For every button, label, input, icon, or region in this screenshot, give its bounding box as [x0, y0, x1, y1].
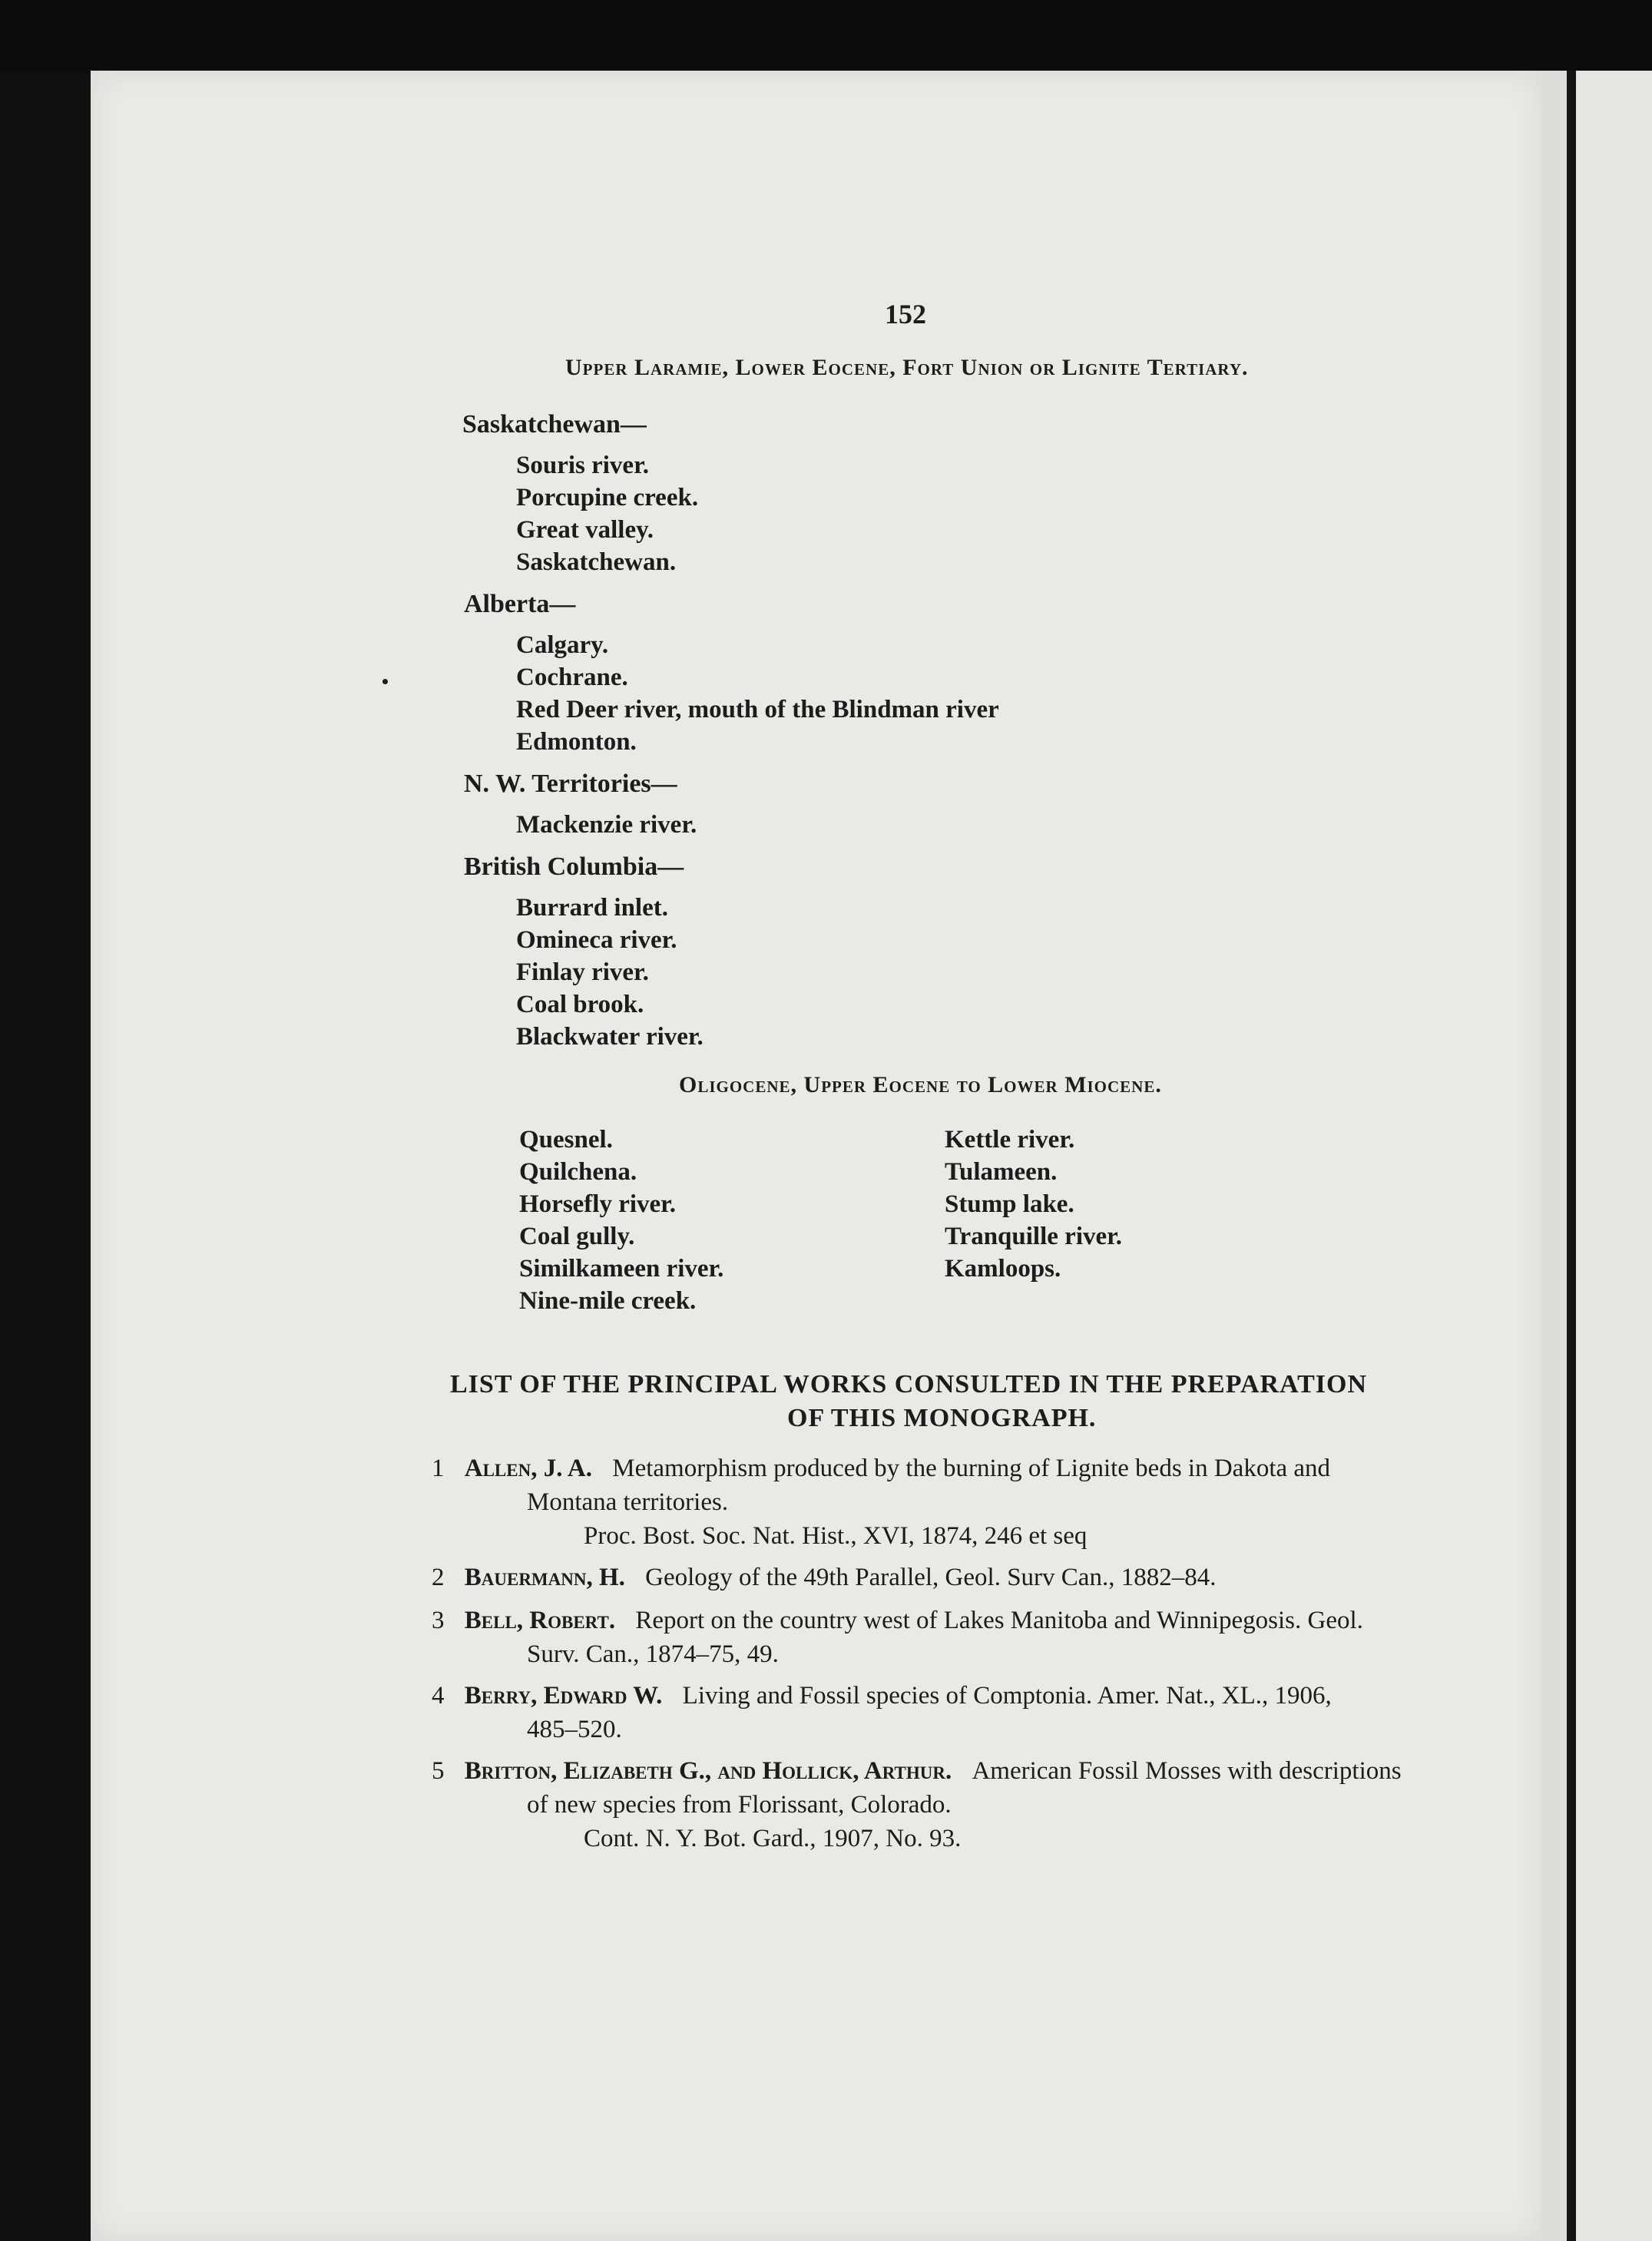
reference-citation: Cont. N. Y. Bot. Gard., 1907, No. 93.	[584, 1825, 962, 1852]
reference-text: Report on the country west of Lakes Manitoba and Winnipegosis. Geol.	[635, 1607, 1363, 1634]
locality-item: Coal brook.	[516, 991, 644, 1018]
works-title-line2: OF THIS MONOGRAPH.	[787, 1404, 1097, 1432]
locality-item: Similkameen river.	[519, 1255, 724, 1283]
locality-item: Nine-mile creek.	[519, 1287, 697, 1315]
locality-item: Tranquille river.	[945, 1223, 1122, 1250]
reference-entry	[432, 1607, 1363, 1635]
region-heading: Saskatchewan—	[462, 410, 647, 439]
reference-text: American Fossil Mosses with descriptions	[972, 1757, 1402, 1785]
locality-item: Porcupine creek.	[516, 484, 699, 511]
locality-item: Red Deer river, mouth of the Blindman river	[516, 696, 999, 723]
adjacent-page-edge	[1576, 71, 1652, 2241]
document-page	[91, 71, 1542, 2241]
locality-item: Coal gully.	[519, 1223, 635, 1250]
locality-item: Saskatchewan.	[516, 548, 677, 576]
locality-item: Kamloops.	[945, 1255, 1061, 1283]
reference-entry	[432, 1682, 1332, 1710]
locality-item: Great valley.	[516, 516, 654, 544]
reference-text: Metamorphism produced by the burning of Lignite beds in Dakota and	[612, 1455, 1331, 1482]
works-title-line1: LIST OF THE PRINCIPAL WORKS CONSULTED IN THE PREPARATION	[450, 1370, 1368, 1399]
locality-item: Cochrane.	[516, 664, 628, 691]
region-heading: Alberta—	[464, 590, 576, 618]
reference-number: 2	[432, 1564, 445, 1591]
locality-item: Blackwater river.	[516, 1023, 704, 1051]
section-heading-laramie: Upper Laramie, Lower Eocene, Fort Union or Lignite Tertiary.	[565, 355, 1249, 380]
locality-item: Quesnel.	[519, 1126, 613, 1154]
reference-number: 4	[432, 1682, 445, 1710]
locality-item: Quilchena.	[519, 1158, 637, 1186]
reference-entry	[432, 1455, 1330, 1483]
reference-continuation: Surv. Can., 1874–75, 49.	[527, 1640, 779, 1668]
reference-continuation: of new species from Florissant, Colorado.	[527, 1791, 952, 1819]
locality-item: Stump lake.	[945, 1190, 1074, 1218]
reference-continuation: Montana territories.	[527, 1488, 729, 1516]
locality-item: Burrard inlet.	[516, 894, 668, 922]
reference-author: Allen, J. A.	[464, 1455, 592, 1482]
locality-item: Finlay river.	[516, 958, 649, 986]
region-heading: British Columbia—	[464, 852, 684, 881]
reference-text: Geology of the 49th Parallel, Geol. Surv Can., 1882–84.	[645, 1564, 1217, 1591]
reference-author: Bell, Robert.	[464, 1607, 616, 1634]
reference-author: Bauermann, H.	[464, 1564, 625, 1591]
scan-top-border	[0, 0, 1652, 73]
locality-item: Omineca river.	[516, 926, 677, 954]
locality-item: Horsefly river.	[519, 1190, 677, 1218]
reference-number: 3	[432, 1607, 445, 1634]
reference-citation: Proc. Bost. Soc. Nat. Hist., XVI, 1874, 246 et seq	[584, 1522, 1088, 1550]
reference-number: 5	[432, 1757, 445, 1785]
reference-text: Living and Fossil species of Comptonia. Amer. Nat., XL., 1906,	[682, 1682, 1332, 1710]
region-heading: N. W. Territories—	[464, 770, 677, 798]
locality-item: Mackenzie river.	[516, 811, 697, 839]
reference-entry	[432, 1564, 1216, 1592]
speck-mark	[382, 679, 388, 684]
page-number: 152	[885, 299, 926, 329]
locality-item: Tulameen.	[945, 1158, 1058, 1186]
locality-item: Kettle river.	[945, 1126, 1075, 1154]
binding-edge	[1567, 71, 1576, 2241]
reference-author: Berry, Edward W.	[464, 1682, 663, 1710]
reference-number: 1	[432, 1455, 445, 1482]
section-heading-oligocene: Oligocene, Upper Eocene to Lower Miocene.	[679, 1072, 1162, 1097]
reference-entry	[432, 1757, 1402, 1786]
locality-item: Souris river.	[516, 452, 649, 479]
locality-item: Calgary.	[516, 631, 609, 659]
reference-continuation: 485–520.	[527, 1716, 622, 1743]
reference-author: Britton, Elizabeth G., and Hollick, Arthur.	[464, 1757, 952, 1785]
locality-item: Edmonton.	[516, 728, 637, 756]
